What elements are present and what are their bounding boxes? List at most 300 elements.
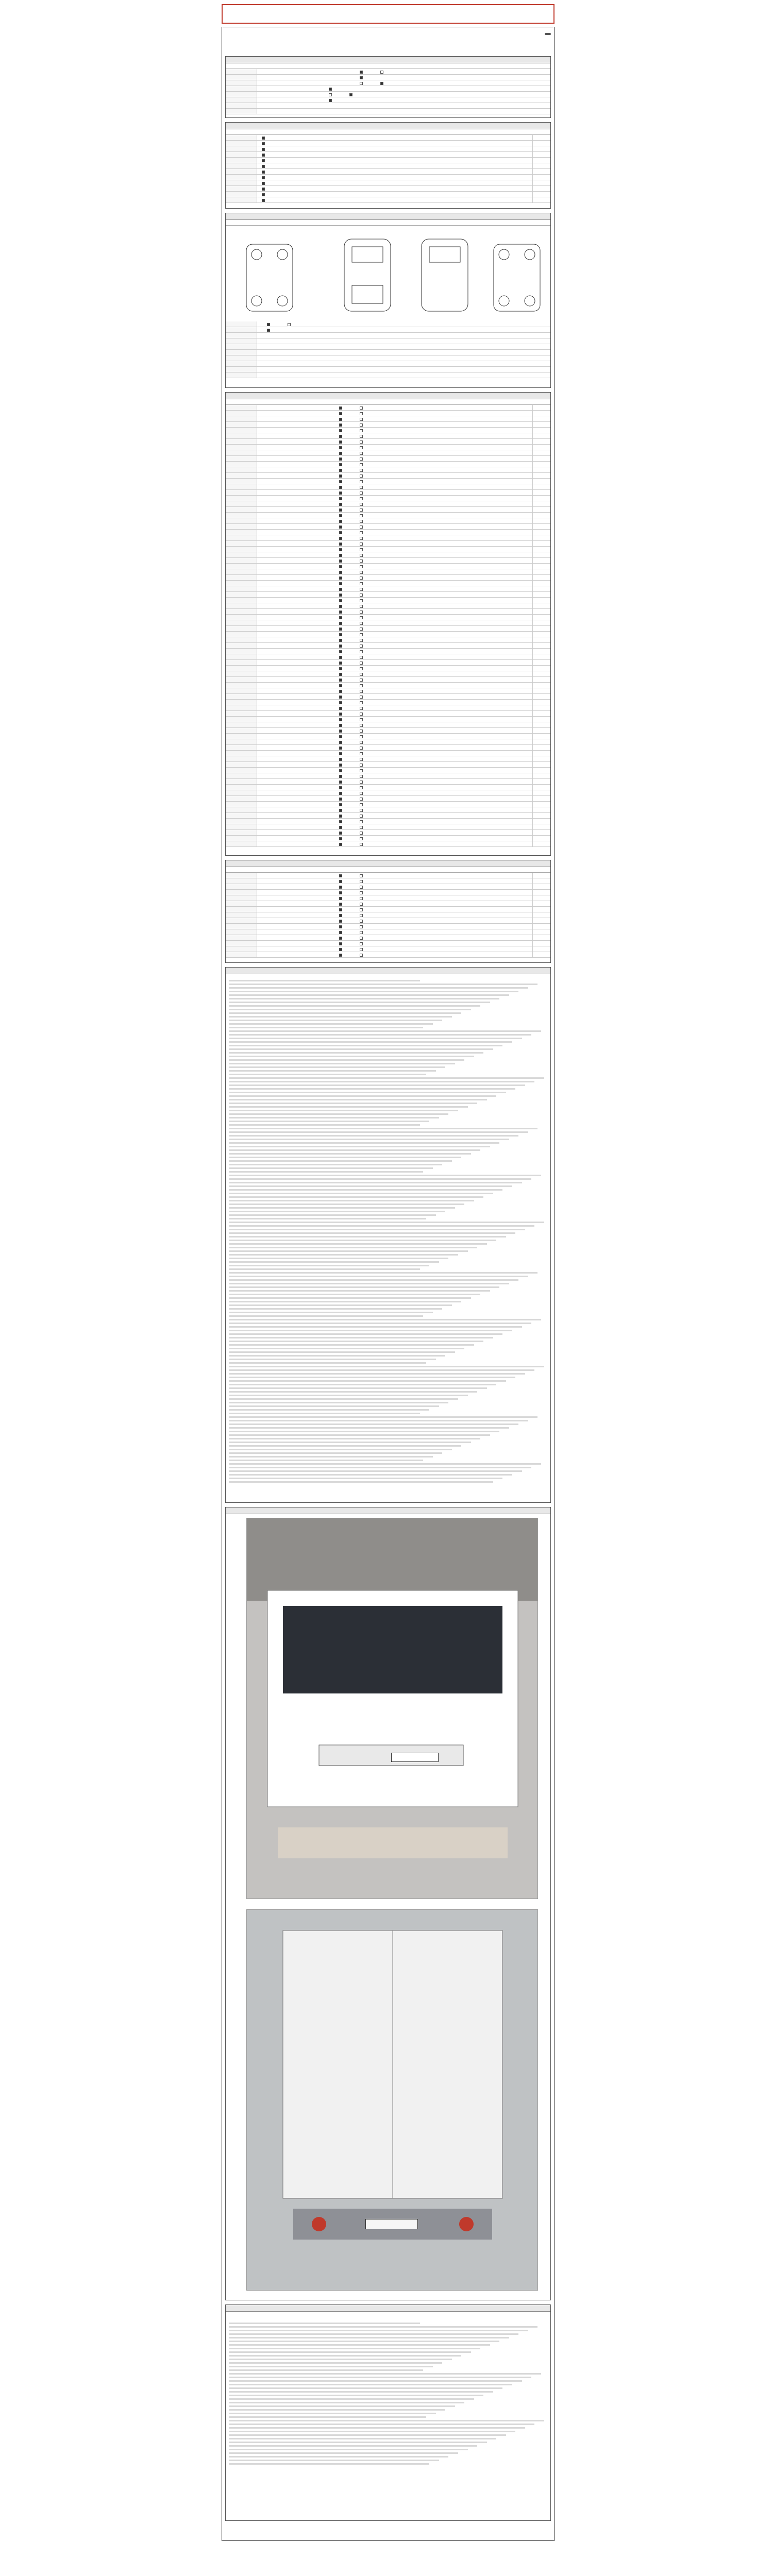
checkbox (339, 650, 342, 653)
row-status (532, 912, 548, 918)
row-label (226, 416, 257, 421)
text-line (229, 2395, 483, 2396)
text-line (229, 991, 518, 992)
table-row (226, 361, 550, 367)
checkbox (339, 724, 342, 727)
text-line (229, 1398, 458, 1400)
checkbox (339, 758, 342, 761)
table-row (226, 586, 550, 592)
checkbox (360, 891, 363, 894)
table-row (226, 564, 550, 569)
table-row (226, 496, 550, 501)
row-label (226, 739, 257, 744)
checkbox (339, 645, 342, 648)
checkbox (360, 925, 363, 928)
row-status (532, 711, 548, 716)
text-line (229, 1002, 490, 1003)
checkbox (339, 826, 342, 829)
row-status (532, 473, 548, 478)
text-line (229, 1240, 496, 1241)
row-label (226, 586, 257, 591)
row-label (226, 873, 257, 878)
text-line (229, 1113, 448, 1115)
row-status (532, 907, 548, 912)
checkbox (339, 673, 342, 676)
checkbox (360, 435, 363, 438)
table-row (226, 785, 550, 790)
table-row (226, 547, 550, 552)
checkbox (339, 684, 342, 687)
row-label (226, 756, 257, 761)
table-row (226, 768, 550, 773)
checkbox (339, 509, 342, 512)
row-status (532, 598, 548, 603)
checkbox (339, 679, 342, 682)
checkbox (339, 696, 342, 699)
row-label (226, 671, 257, 676)
checkbox (360, 832, 363, 835)
row-label (226, 884, 257, 889)
table-row (226, 192, 550, 197)
text-line (229, 998, 499, 999)
row-label (226, 935, 257, 940)
checkbox (360, 543, 363, 546)
checkbox (339, 440, 342, 444)
text-line (229, 1095, 496, 1097)
text-line (229, 2380, 522, 2382)
table-row (226, 581, 550, 586)
text-line (229, 1351, 455, 1353)
general-status-grid (226, 135, 550, 208)
row-status (532, 666, 548, 671)
checkbox (339, 798, 342, 801)
text-line (229, 1229, 525, 1230)
table-row (226, 841, 550, 847)
text-line (229, 1290, 490, 1292)
row-label (226, 445, 257, 450)
checkbox (360, 786, 363, 789)
text-line (229, 2434, 506, 2436)
text-line (229, 1056, 474, 1057)
table-row (226, 135, 550, 141)
row-label (226, 603, 257, 608)
row-status (532, 773, 548, 778)
checkbox (339, 707, 342, 710)
text-line (229, 2449, 468, 2450)
checkbox (360, 650, 363, 653)
checkbox (339, 690, 342, 693)
table-row (226, 745, 550, 751)
checkbox (339, 526, 342, 529)
table-row (226, 941, 550, 946)
row-status (532, 807, 548, 812)
row-status (532, 654, 548, 659)
table-row (226, 762, 550, 768)
row-label (226, 479, 257, 484)
checkbox (360, 412, 363, 415)
row-label (226, 552, 257, 557)
checkbox (339, 886, 342, 889)
row-label (226, 507, 257, 512)
row-label (226, 941, 257, 946)
row-status (532, 524, 548, 529)
row-label (226, 836, 257, 841)
checkbox (339, 463, 342, 466)
table-row (226, 779, 550, 785)
rear-photo-image (247, 1910, 538, 2291)
text-line (229, 2438, 496, 2439)
row-status (532, 649, 548, 654)
license-plate (391, 1753, 439, 1762)
row-label (226, 456, 257, 461)
row-label (226, 490, 257, 495)
text-line (229, 1413, 420, 1414)
checkbox (339, 605, 342, 608)
table-row (226, 321, 550, 327)
row-status (532, 952, 548, 957)
table-row (226, 890, 550, 895)
table-row (226, 935, 550, 941)
row-status (532, 547, 548, 552)
text-line (229, 2337, 509, 2338)
checkbox (339, 735, 342, 738)
checkbox (360, 480, 363, 483)
checkbox (360, 605, 363, 608)
major-devices-grid (226, 405, 550, 855)
text-line (229, 1149, 480, 1151)
text-line (229, 2416, 426, 2418)
row-status (532, 535, 548, 540)
text-line (229, 2366, 433, 2367)
row-status (532, 603, 548, 608)
checkbox (360, 526, 363, 529)
text-line (229, 1423, 518, 1425)
table-row (226, 428, 550, 433)
row-label (226, 609, 257, 614)
table-row (226, 907, 550, 912)
table-row (226, 878, 550, 884)
text-line (229, 1250, 468, 1252)
section-title (226, 123, 550, 129)
checkbox (360, 903, 363, 906)
checkbox (360, 741, 363, 744)
table-row (226, 530, 550, 535)
text-line (229, 1265, 429, 1266)
row-status (532, 901, 548, 906)
warning-banner (222, 4, 554, 24)
text-line (229, 1449, 452, 1450)
table-row (226, 344, 550, 350)
row-label (226, 694, 257, 699)
checkbox (339, 713, 342, 716)
checkbox (360, 560, 363, 563)
text-line (229, 1391, 477, 1393)
row-status (532, 802, 548, 807)
row-label (226, 632, 257, 637)
text-line (229, 1077, 544, 1079)
text-line (229, 1344, 474, 1346)
checkbox (360, 764, 363, 767)
table-row (226, 649, 550, 654)
checkbox (360, 792, 363, 795)
text-line (229, 2463, 429, 2465)
table-row (226, 163, 550, 169)
table-row (226, 643, 550, 649)
checkbox (339, 718, 342, 721)
text-line (229, 1286, 499, 1288)
text-line (229, 1308, 442, 1310)
row-status (532, 946, 548, 952)
checkbox (360, 781, 363, 784)
text-line (229, 1099, 487, 1100)
row-status (532, 660, 548, 665)
table-row (226, 632, 550, 637)
table-row (226, 626, 550, 632)
checkbox (339, 588, 342, 591)
text-line (229, 1218, 426, 1219)
row-label (226, 575, 257, 580)
text-line (229, 2427, 525, 2429)
checkbox (360, 452, 363, 455)
checkbox (360, 656, 363, 659)
row-status (532, 558, 548, 563)
table-row (226, 197, 550, 203)
row-status (532, 513, 548, 518)
checkbox (360, 673, 363, 676)
checkbox (339, 616, 342, 619)
row-status (532, 615, 548, 620)
text-line (229, 1470, 522, 1472)
appearance-grid (226, 321, 550, 387)
text-line (229, 1467, 531, 1468)
table-row (226, 671, 550, 677)
row-status (532, 884, 548, 889)
text-line (229, 1005, 480, 1007)
text-line (229, 2398, 474, 2400)
text-line (229, 1142, 499, 1144)
checkbox (360, 747, 363, 750)
table-row (226, 507, 550, 513)
table-row (226, 484, 550, 490)
row-label (226, 841, 257, 846)
text-line (229, 1359, 436, 1360)
text-line (229, 2452, 458, 2454)
table-row (226, 445, 550, 450)
section-general-status (225, 122, 551, 209)
table-row (226, 97, 550, 103)
print-button[interactable] (545, 33, 551, 35)
checkbox (360, 758, 363, 761)
table-row (226, 558, 550, 564)
table-row (226, 575, 550, 581)
row-label (226, 790, 257, 795)
row-label (226, 626, 257, 631)
checkbox (339, 880, 342, 883)
checkbox (360, 639, 363, 642)
table-row (226, 411, 550, 416)
table-row (226, 700, 550, 705)
table-row (226, 372, 550, 378)
row-status (532, 496, 548, 501)
row-label (226, 620, 257, 625)
row-label (226, 569, 257, 574)
checkbox (339, 514, 342, 517)
checkbox (339, 560, 342, 563)
row-status (532, 705, 548, 710)
checkbox (360, 429, 363, 432)
table-row (226, 439, 550, 445)
checkbox (360, 457, 363, 461)
text-line (229, 1355, 445, 1357)
text-line (229, 2351, 471, 2353)
text-line (229, 1182, 522, 1183)
table-row (226, 929, 550, 935)
row-status (532, 671, 548, 676)
checkbox (339, 920, 342, 923)
checkbox (339, 412, 342, 415)
checkbox (360, 418, 363, 421)
checkbox (360, 503, 363, 506)
text-line (229, 1362, 426, 1364)
text-line (229, 1438, 480, 1439)
table-row (226, 467, 550, 473)
row-status (532, 717, 548, 722)
text-line (229, 984, 537, 985)
text-line (229, 2369, 423, 2371)
table-row (226, 501, 550, 507)
row-status (532, 890, 548, 895)
checkbox (339, 908, 342, 911)
checkbox (360, 599, 363, 602)
table-row (226, 722, 550, 728)
row-label (226, 547, 257, 552)
row-status (532, 467, 548, 472)
row-status (532, 433, 548, 438)
checkbox (360, 446, 363, 449)
checkbox (360, 616, 363, 619)
text-line (229, 1009, 471, 1010)
row-label (226, 878, 257, 884)
row-label (226, 711, 257, 716)
row-label (226, 637, 257, 642)
checkbox (360, 565, 363, 568)
row-status (532, 411, 548, 416)
row-status (532, 507, 548, 512)
checkbox (360, 752, 363, 755)
row-label (226, 592, 257, 597)
checkbox (360, 954, 363, 957)
table-row (226, 180, 550, 186)
row-label (226, 734, 257, 739)
table-row (226, 683, 550, 688)
text-line (229, 1153, 471, 1155)
text-line (229, 1110, 458, 1111)
vehicle-photo-front (246, 1518, 538, 1899)
text-line (229, 1066, 445, 1068)
row-status (532, 688, 548, 693)
row-label (226, 501, 257, 506)
text-line (229, 1088, 515, 1090)
text-line (229, 1081, 534, 1082)
text-line (229, 1128, 537, 1129)
text-line (229, 1319, 541, 1320)
text-line (229, 1395, 468, 1396)
row-status (532, 405, 548, 410)
row-label (226, 824, 257, 829)
table-row (226, 462, 550, 467)
text-line (229, 1405, 439, 1407)
text-line (229, 1431, 499, 1432)
row-status (532, 813, 548, 818)
table-row (226, 103, 550, 109)
row-label (226, 564, 257, 569)
checkbox (360, 497, 363, 500)
table-row (226, 473, 550, 479)
checkbox (360, 798, 363, 801)
table-row (226, 92, 550, 97)
table-row (226, 592, 550, 598)
text-line (229, 1052, 483, 1054)
checkbox (360, 730, 363, 733)
text-line (229, 1124, 420, 1126)
table-row (226, 666, 550, 671)
table-row (226, 603, 550, 609)
row-label (226, 796, 257, 801)
text-line (229, 2456, 448, 2458)
checkbox (339, 730, 342, 733)
text-line (229, 1041, 512, 1043)
section-title (226, 57, 550, 63)
text-line (229, 1030, 541, 1032)
section-major-devices (225, 392, 551, 856)
row-label (226, 643, 257, 648)
checkbox (360, 571, 363, 574)
row-label (226, 901, 257, 906)
checkbox (360, 942, 363, 945)
text-line (229, 2362, 442, 2364)
section-notes (225, 967, 551, 1503)
license-plate (365, 2219, 418, 2229)
checkbox (339, 942, 342, 945)
checkbox (339, 747, 342, 750)
table-row (226, 416, 550, 422)
checkbox (360, 769, 363, 772)
text-line (229, 980, 420, 981)
text-line (229, 1402, 448, 1403)
text-line (229, 2359, 452, 2360)
table-row (226, 751, 550, 756)
text-line (229, 1171, 423, 1173)
text-line (229, 1045, 502, 1046)
text-line (229, 1167, 433, 1169)
checkbox (339, 446, 342, 449)
row-label (226, 912, 257, 918)
section-photos (225, 1507, 551, 2300)
row-label (226, 952, 257, 957)
section-title (226, 1507, 550, 1514)
text-line (229, 1225, 534, 1227)
text-line (229, 1420, 528, 1421)
text-line (229, 1211, 445, 1212)
table-row (226, 86, 550, 92)
checkbox (339, 531, 342, 534)
text-line (229, 994, 509, 996)
section-basic-info (225, 56, 551, 118)
row-status (532, 541, 548, 546)
table-row (226, 146, 550, 152)
text-line (229, 1070, 436, 1072)
checkbox (339, 925, 342, 928)
